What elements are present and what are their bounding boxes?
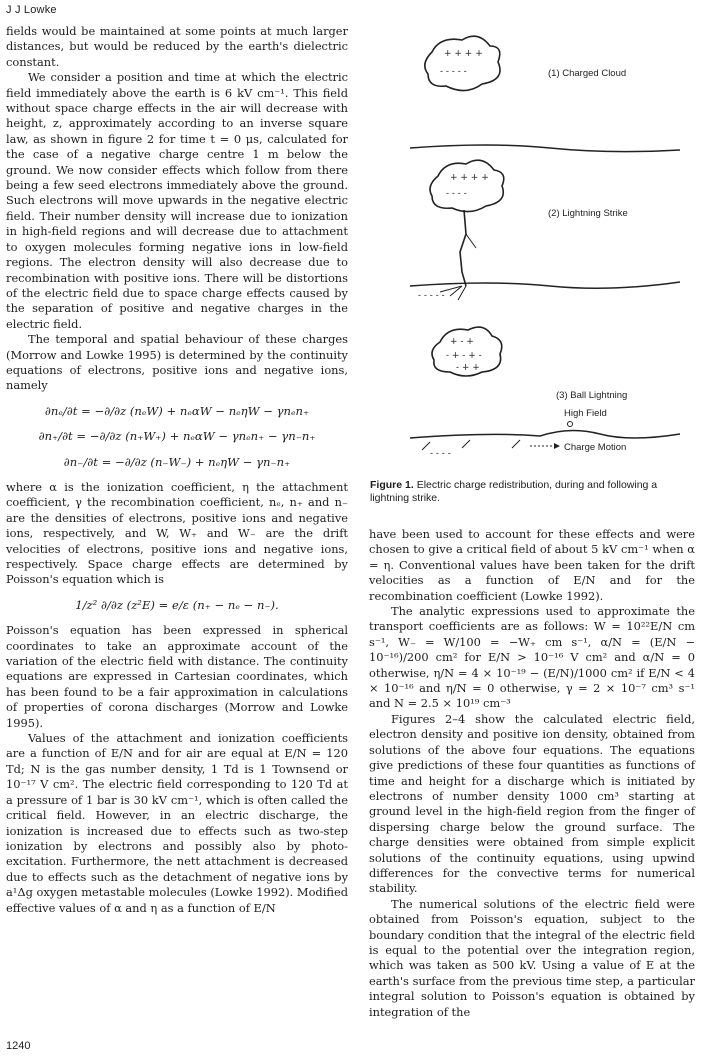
lightning-strike-panel <box>410 145 680 301</box>
label-charged-cloud: (1) Charged Cloud <box>548 68 627 79</box>
equation-electron-continuity: ∂nₑ/∂t = −∂/∂z (nₑW) + nₑαW − nₑηW − γnₑn₊ <box>44 403 310 418</box>
svg-text:- - - -: - - - - <box>430 449 451 459</box>
cloud-shape <box>430 160 504 211</box>
left-column <box>6 24 348 916</box>
label-ball-lightning: (3) Ball Lightning <box>556 390 628 401</box>
paragraph: have been used to account for these effects and were chosen to give a critical field of about 5 kV cm⁻¹ when α = η. Conventional values have been taken for the drift velocities as a function of E/N and for the recombination coefficient (Lowke 1992). <box>369 527 695 603</box>
high-field-marker <box>568 422 573 427</box>
ground-line <box>410 430 680 438</box>
svg-text:+ + + +: + + + + <box>450 173 489 183</box>
svg-text:- + +: - + + <box>456 363 480 373</box>
ball-lightning-panel <box>410 327 680 459</box>
paragraph: Values of the attachment and ionization coefficients are a function of E/N and for air are equal at E/N = 120 Td; N is the gas number density, 1 Td is 1 Townsend or 10⁻¹⁷ V cm². The electric field corresponding to 120 Td at a pressure of 1 bar is 30 kV cm⁻¹, which is often called the critical field. However, in an electric discharge, the ionization is increased due to effects such as two-step ionization by electrons and possibly also by photo-excitation. Furthermore, the nett attachment is decreased due to effects such as the detachment of negative ions by a¹Δg oxygen metastable molecules (Lowke 1992). Modified effective values of α and η as a function of E/N <box>6 731 348 915</box>
paragraph: Figures 2–4 show the calculated electric field, electron density and positive ion density, obtained from solutions of the above four equations. The equations give predictions of these four quantities as functions of time and height for a discharge which is initiated by electrons of number density 1000 cm³ starting at ground level in the high-field region from the finger of dispersing charge below the ground surface. The charge densities were obtained from simple explicit solutions of the continuity equations, using upwind differences for the convective terms for numerical stability. <box>369 711 695 896</box>
label-high-field: High Field <box>564 408 607 419</box>
figure-1 <box>370 24 696 494</box>
label-charge-motion: Charge Motion <box>564 442 627 453</box>
ground-line <box>410 282 680 288</box>
charged-cloud-panel <box>425 36 626 90</box>
cloud-shape <box>425 36 500 90</box>
paragraph: The numerical solutions of the electric field were obtained from Poisson's equation, subject to the boundary condition that the integral of the electric field is equal to the potential over the integration region, which was taken as 500 kV. Using a value of E at the earth's surface from the previous time step, a particular integral solution to Poisson's equation is obtained by integration of the <box>369 896 695 1019</box>
lightning-channel <box>460 210 466 286</box>
svg-text:- + - + -: - + - + - <box>446 351 482 361</box>
equation-negative-ion-continuity: ∂n₋/∂t = −∂/∂z (n₋W₋) + nₑηW − γn₋n₊ <box>63 454 291 469</box>
running-head: J J Lowke <box>6 4 57 16</box>
svg-text:- - - - -: - - - - - <box>440 67 467 77</box>
caption-label: Figure 1. <box>370 479 414 491</box>
label-lightning-strike: (2) Lightning Strike <box>548 208 628 219</box>
page-number: 1240 <box>6 1040 31 1052</box>
paragraph: Poisson's equation has been expressed in spherical coordinates to take an approximate account of the variation of the electric field with distance. The continuity equations are expressed in Cartesian coordinates, which has been found to be a fair approximation in calculations of properties of corona discharges (Morrow and Lowke 1995). <box>6 623 348 730</box>
sky-line <box>410 145 680 152</box>
paragraph: We consider a position and time at which the electric field immediately above the earth is 6 kV cm⁻¹. This field without space charge effects in the air will decrease with height, z, approximately according to an inverse square law, as shown in figure 2 for time t = 0 μs, calculated for the case of a negative charge centre 1 m below the ground. We now consider effects which follow from there being a few seed electrons immediately above the ground. Such electrons will move upwards in the negative electric field. Their number density will increase due to ionization in high-field regions and will decrease due to attachment to oxygen molecules forming negative ions in low-field regions. The electron density will also decrease due to recombination with positive ions. There will be distortions of the electric field due to space charge effects caused by the separation of positive and negative charges in the electric field. <box>6 70 348 331</box>
caption-text: Electric charge redistribution, during and following a lightning strike. <box>370 479 658 504</box>
paragraph: The analytic expressions used to approximate the transport coefficients are as follows: W = 10²²E/N cm s⁻¹, W₋ = W/100 = −W₊ cm s⁻¹, α/N = (E/N − 10⁻¹⁶)/200 cm² for E/N > 10⁻¹⁶ V cm² and α/N = 0 otherwise, η/N = 4 × 10⁻¹⁹ − (E/N)/1000 cm² if E/N < 4 × 10⁻¹⁶ and η/N = 0 otherwise, γ = 2 × 10⁻⁷ cm³ s⁻¹ and N = 2.5 × 10¹⁹ cm⁻³ <box>369 604 695 711</box>
equation-positive-ion-continuity: ∂n₊/∂t = −∂/∂z (n₊W₊) + nₑαW − γnₑn₊ − γn₋n₊ <box>38 429 316 444</box>
svg-text:- - - -: - - - - <box>446 189 467 199</box>
paragraph: The temporal and spatial behaviour of these charges (Morrow and Lowke 1995) is determined by the continuity equations of electrons, positive ions and negative ions, namely <box>6 332 348 393</box>
svg-text:+ - +: + - + <box>450 337 474 347</box>
paragraph: fields would be maintained at some points at much larger distances, but would be reduced by the earth's dielectric constant. <box>6 24 348 69</box>
right-column <box>369 527 695 1020</box>
figure-caption <box>370 479 690 505</box>
equation-poisson: 1/z² ∂/∂z (z²E) = e/ε (n₊ − nₑ − n₋). <box>75 597 279 612</box>
svg-text:+ + + +: + + + + <box>444 49 483 59</box>
paragraph: where α is the ionization coefficient, η the attachment coefficient, γ the recombination coefficient, nₑ, n₊ and n₋ are the densities of electrons, positive ions and negative ions, respectively, and W, W₊ and W₋ are the drift velocities of electrons, positive ions and negative ions, respectively. Space charge effects are determined by Poisson's equation which is <box>6 479 348 587</box>
svg-text:- - - - -: - - - - - <box>418 291 445 301</box>
